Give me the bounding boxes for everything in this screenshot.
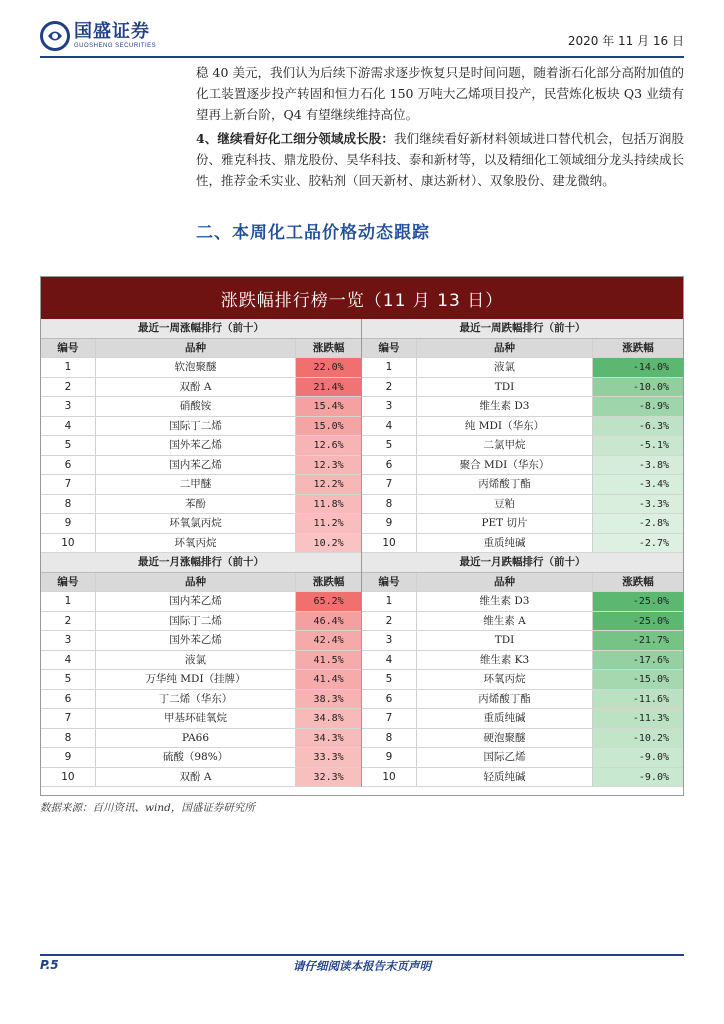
logo-chinese-name: 国盛证券 <box>74 21 150 42</box>
product-name: 环氧丙烷 <box>417 670 593 689</box>
row-number: 9 <box>41 514 96 533</box>
table-row <box>362 436 683 456</box>
header-chg: 涨跌幅 <box>312 341 345 354</box>
week-up-block <box>41 319 361 553</box>
change-value: -25.0% <box>593 612 683 631</box>
table-row <box>362 670 683 690</box>
change-value: 12.3% <box>296 456 361 475</box>
change-value: 46.4% <box>296 612 361 631</box>
product-name: 二甲醚 <box>96 475 296 494</box>
logo-english-name: GUOSHENG SECURITIES <box>74 43 157 49</box>
table-row <box>41 670 361 690</box>
month-down-title: 最近一月跌幅排行（前十） <box>362 553 683 573</box>
row-number: 9 <box>362 748 417 767</box>
product-name: 双酚 A <box>96 768 296 787</box>
table-row <box>362 534 683 554</box>
row-number: 1 <box>362 358 417 377</box>
change-value: -14.0% <box>593 358 683 377</box>
header-name: 品种 <box>417 339 593 358</box>
table-row <box>41 729 361 749</box>
product-name: 环氧氯丙烷 <box>96 514 296 533</box>
week-down-rows <box>362 358 683 553</box>
table-row <box>41 358 361 378</box>
change-value: -25.0% <box>593 592 683 611</box>
change-value: 11.2% <box>296 514 361 533</box>
product-name: PA66 <box>96 729 296 748</box>
product-name: 维生素 A <box>417 612 593 631</box>
row-number: 8 <box>362 495 417 514</box>
guosheng-logo-icon <box>40 21 70 51</box>
table-row <box>362 475 683 495</box>
row-number: 8 <box>41 729 96 748</box>
change-value: -10.0% <box>593 378 683 397</box>
disclaimer-note: 请仔细阅读本报告末页声明 <box>293 959 431 973</box>
table-row <box>41 475 361 495</box>
product-name: 国外苯乙烯 <box>96 436 296 455</box>
change-value: -11.3% <box>593 709 683 728</box>
product-name: 万华纯 MDI（挂牌） <box>96 670 296 689</box>
change-value: 34.8% <box>296 709 361 728</box>
row-number: 6 <box>362 690 417 709</box>
page-number: P.5 <box>40 958 59 972</box>
table-row <box>362 690 683 710</box>
row-number: 4 <box>362 417 417 436</box>
week-up-title: 最近一周涨幅排行（前十） <box>41 319 361 339</box>
table-row <box>362 397 683 417</box>
table-row <box>41 534 361 554</box>
row-number: 5 <box>362 436 417 455</box>
row-number: 6 <box>41 690 96 709</box>
change-value: 65.2% <box>296 592 361 611</box>
product-name: 维生素 K3 <box>417 651 593 670</box>
body-paragraph-2 <box>196 128 684 191</box>
table-banner: 涨跌幅排行榜一览（11 月 13 日） <box>41 277 683 319</box>
product-name: 维生素 D3 <box>417 397 593 416</box>
product-name: 软泡聚醚 <box>96 358 296 377</box>
product-name: 聚合 MDI（华东） <box>417 456 593 475</box>
product-name: 液氯 <box>417 358 593 377</box>
footer-divider <box>40 954 684 956</box>
product-name: 轻质纯碱 <box>417 768 593 787</box>
change-value: 42.4% <box>296 631 361 650</box>
change-value: -2.7% <box>593 534 683 553</box>
row-number: 1 <box>362 592 417 611</box>
month-up-title: 最近一月涨幅排行（前十） <box>41 553 361 573</box>
table-row <box>362 709 683 729</box>
change-value: 21.4% <box>296 378 361 397</box>
row-number: 4 <box>362 651 417 670</box>
body-paragraph-1: 稳 40 美元，我们认为后续下游需求逐步恢复只是时间问题，随着浙石化部分高附加值的化工装置逐步投产转固和恒力石化 150 万吨大乙烯项目投产，民营炼化板块 Q3 业绩有望再上新台阶，Q4 有望继续维持高位。 <box>196 65 684 122</box>
product-name: 液氯 <box>96 651 296 670</box>
change-value: -3.3% <box>593 495 683 514</box>
product-name: PET 切片 <box>417 514 593 533</box>
table-row <box>362 495 683 515</box>
row-number: 3 <box>41 631 96 650</box>
change-value: 15.4% <box>296 397 361 416</box>
table-row <box>41 417 361 437</box>
row-number: 7 <box>41 709 96 728</box>
product-name: 硬泡聚醚 <box>417 729 593 748</box>
product-name: 丙烯酸丁酯 <box>417 690 593 709</box>
table-row <box>362 592 683 612</box>
row-number: 1 <box>41 358 96 377</box>
row-number: 3 <box>362 631 417 650</box>
change-value: -9.0% <box>593 768 683 787</box>
report-date: 2020 年 11 月 16 日 <box>567 34 684 48</box>
product-name: 国际丁二烯 <box>96 612 296 631</box>
paragraph-lead: 4、继续看好化工细分领域成长股： <box>196 131 395 146</box>
data-source-note: 数据来源：百川资讯、wind，国盛证券研究所 <box>40 802 255 814</box>
row-number: 1 <box>41 592 96 611</box>
table-row <box>362 612 683 632</box>
row-number: 4 <box>41 651 96 670</box>
page-header <box>40 20 684 56</box>
right-column <box>362 319 683 787</box>
row-number: 10 <box>362 534 417 553</box>
change-value: 41.4% <box>296 670 361 689</box>
row-number: 5 <box>41 670 96 689</box>
product-name: 维生素 D3 <box>417 592 593 611</box>
change-value: 12.2% <box>296 475 361 494</box>
row-number: 2 <box>41 378 96 397</box>
table-row <box>41 768 361 788</box>
row-number: 8 <box>41 495 96 514</box>
row-number: 5 <box>41 436 96 455</box>
product-name: 重质纯碱 <box>417 709 593 728</box>
table-row <box>41 631 361 651</box>
row-number: 3 <box>362 397 417 416</box>
row-number: 10 <box>41 768 96 787</box>
change-value: 15.0% <box>296 417 361 436</box>
table-row <box>362 631 683 651</box>
table-row <box>41 495 361 515</box>
header-chg: 涨跌幅 <box>622 575 654 588</box>
table-row <box>362 417 683 437</box>
table-row <box>41 514 361 534</box>
row-number: 6 <box>41 456 96 475</box>
table-header-row <box>362 339 683 359</box>
header-no: 编号 <box>362 339 417 358</box>
product-name: 重质纯碱 <box>417 534 593 553</box>
month-down-block <box>362 553 683 787</box>
table-row <box>362 514 683 534</box>
header-chg: 涨跌幅 <box>312 575 345 588</box>
price-change-ranking-table <box>40 276 684 796</box>
table-row <box>41 436 361 456</box>
header-chg: 涨跌幅 <box>622 341 654 354</box>
change-value: 12.6% <box>296 436 361 455</box>
table-header-row <box>41 339 361 359</box>
left-column <box>41 319 362 787</box>
table-header-row <box>362 573 683 593</box>
product-name: 环氧丙烷 <box>96 534 296 553</box>
change-value: 34.3% <box>296 729 361 748</box>
table-row <box>41 690 361 710</box>
row-number: 7 <box>41 475 96 494</box>
table-row <box>41 709 361 729</box>
row-number: 2 <box>41 612 96 631</box>
change-value: 33.3% <box>296 748 361 767</box>
month-down-rows <box>362 592 683 787</box>
product-name: 丁二烯（华东） <box>96 690 296 709</box>
company-logo <box>40 20 156 52</box>
month-up-block <box>41 553 361 787</box>
product-name: TDI <box>417 378 593 397</box>
change-value: -5.1% <box>593 436 683 455</box>
table-row <box>362 358 683 378</box>
change-value: -9.0% <box>593 748 683 767</box>
change-value: -21.7% <box>593 631 683 650</box>
row-number: 8 <box>362 729 417 748</box>
header-name: 品种 <box>417 573 593 592</box>
table-header-row <box>41 573 361 593</box>
change-value: 10.2% <box>296 534 361 553</box>
week-down-block <box>362 319 683 553</box>
product-name: 国际丁二烯 <box>96 417 296 436</box>
table-row <box>362 748 683 768</box>
section-title: 二、本周化工品价格动态跟踪 <box>196 223 430 243</box>
header-no: 编号 <box>41 339 96 358</box>
row-number: 5 <box>362 670 417 689</box>
product-name: 硫酸（98%） <box>96 748 296 767</box>
product-name: 苯酚 <box>96 495 296 514</box>
week-down-title: 最近一周跌幅排行（前十） <box>362 319 683 339</box>
change-value: 22.0% <box>296 358 361 377</box>
header-divider <box>40 56 684 58</box>
row-number: 9 <box>41 748 96 767</box>
table-row <box>362 729 683 749</box>
row-number: 9 <box>362 514 417 533</box>
table-row <box>41 397 361 417</box>
table-row <box>41 748 361 768</box>
row-number: 10 <box>41 534 96 553</box>
row-number: 2 <box>362 378 417 397</box>
product-name: 甲基环硅氧烷 <box>96 709 296 728</box>
product-name: 豆粕 <box>417 495 593 514</box>
product-name: 国内苯乙烯 <box>96 592 296 611</box>
product-name: 硝酸铵 <box>96 397 296 416</box>
change-value: 38.3% <box>296 690 361 709</box>
product-name: TDI <box>417 631 593 650</box>
table-row <box>41 592 361 612</box>
header-no: 编号 <box>41 573 96 592</box>
row-number: 4 <box>41 417 96 436</box>
table-row <box>362 456 683 476</box>
month-up-rows <box>41 592 361 787</box>
product-name: 丙烯酸丁酯 <box>417 475 593 494</box>
paragraph-text: 我们继续看好新材料领域进口替代机会，包括万润股份、雅克科技、鼎龙股份、昊华科技、泰和新材等，以及精细化工领域细分龙头持续成长性，推荐金禾实业、胶粘剂（回天新材、康达新材）、双象股份、建龙微纳。 <box>196 131 684 188</box>
row-number: 10 <box>362 768 417 787</box>
product-name: 二氯甲烷 <box>417 436 593 455</box>
row-number: 7 <box>362 709 417 728</box>
change-value: -17.6% <box>593 651 683 670</box>
change-value: 32.3% <box>296 768 361 787</box>
table-row <box>362 378 683 398</box>
row-number: 7 <box>362 475 417 494</box>
change-value: 41.5% <box>296 651 361 670</box>
row-number: 2 <box>362 612 417 631</box>
product-name: 国内苯乙烯 <box>96 456 296 475</box>
product-name: 国际乙烯 <box>417 748 593 767</box>
change-value: -3.4% <box>593 475 683 494</box>
product-name: 双酚 A <box>96 378 296 397</box>
header-name: 品种 <box>96 573 296 592</box>
header-no: 编号 <box>362 573 417 592</box>
table-row <box>362 768 683 788</box>
change-value: -15.0% <box>593 670 683 689</box>
table-row <box>41 651 361 671</box>
product-name: 国外苯乙烯 <box>96 631 296 650</box>
change-value: -6.3% <box>593 417 683 436</box>
product-name: 纯 MDI（华东） <box>417 417 593 436</box>
change-value: -8.9% <box>593 397 683 416</box>
table-row <box>362 651 683 671</box>
change-value: -10.2% <box>593 729 683 748</box>
table-row <box>41 378 361 398</box>
change-value: -11.6% <box>593 690 683 709</box>
table-row <box>41 612 361 632</box>
row-number: 6 <box>362 456 417 475</box>
week-up-rows <box>41 358 361 553</box>
row-number: 3 <box>41 397 96 416</box>
change-value: 11.8% <box>296 495 361 514</box>
header-name: 品种 <box>96 339 296 358</box>
change-value: -3.8% <box>593 456 683 475</box>
change-value: -2.8% <box>593 514 683 533</box>
table-row <box>41 456 361 476</box>
